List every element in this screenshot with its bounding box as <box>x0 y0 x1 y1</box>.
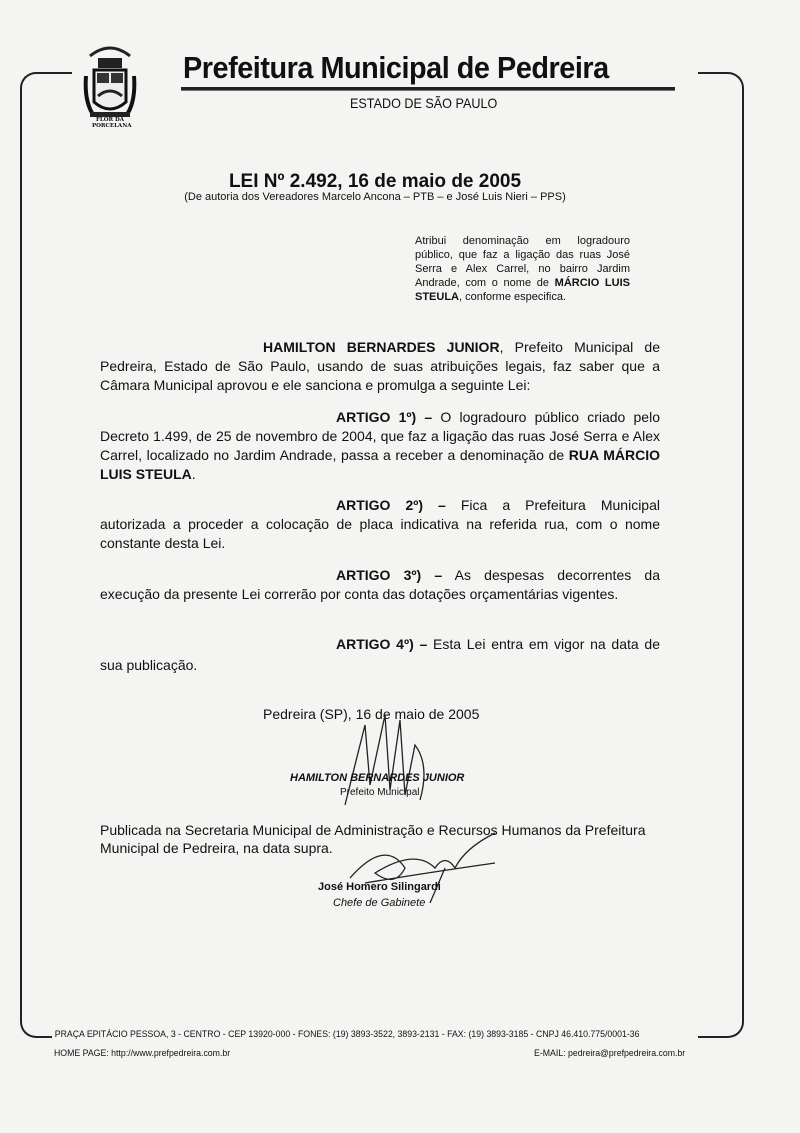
article-end: . <box>191 466 196 482</box>
article-label: ARTIGO 1º) – <box>336 409 433 425</box>
footer-email[interactable]: E-MAIL: pedreira@prefpedreira.com.br <box>534 1048 686 1059</box>
publication-note: Publicada na Secretaria Municipal de Administração e Recursos Humanos da Prefeitura Municipal de Pedreira, na data supra. <box>100 822 646 856</box>
article-3 <box>100 566 660 604</box>
article-label: ARTIGO 3º) – <box>336 567 443 583</box>
article-4 <box>100 634 660 676</box>
crest-motto: FLOR DA PORCELANA <box>92 117 132 129</box>
chief-signature <box>345 828 505 908</box>
summary-name: MÁRCIO LUIS STEULA <box>415 277 630 303</box>
article-2 <box>100 496 660 553</box>
article-text: As despesas decorrentes da execução da presente Lei correrão por conta das dotações orçamentárias vigentes. <box>100 567 661 602</box>
article-label: ARTIGO 2º) – <box>336 497 446 513</box>
intro-text: , Prefeito Municipal de Pedreira, Estado de São Paulo, usando de suas atribuições legais, faz saber que a Câmara Municipal aprovou e ele sanciona e promulga a seguinte Lei: <box>100 339 660 393</box>
summary-text: Atribui denominação em logradouro público, que faz a ligação das ruas José Serra e Alex Carrel, no bairro Jardim Andrade, com o nome de <box>415 235 630 289</box>
page-frame-left <box>20 72 72 1038</box>
mayor-signature <box>335 705 445 815</box>
place-date: Pedreira (SP), 16 de maio de 2005 <box>263 706 480 722</box>
footer-address: PRAÇA EPITÁCIO PESSOA, 3 - CENTRO - CEP 13920-000 - FONES: (19) 3893-3522, 3893-2131 - FAX: (19) 3893-3185 - CNPJ 46.410.775/0001-36 <box>52 1029 642 1040</box>
header-title: Prefeitura Municipal de Pedreira <box>183 50 609 85</box>
summary-end: , conforme especifica. <box>459 291 566 303</box>
law-title: LEI Nº 2.492, 16 de maio de 2005 <box>228 171 522 192</box>
intro-paragraph <box>100 338 660 395</box>
mayor-role: Prefeito Municipal <box>340 787 420 798</box>
title-underline <box>181 87 675 91</box>
article-text: Fica a Prefeitura Municipal autorizada a proceder a colocação de placa indicativa na referida rua, com o nome constante desta Lei. <box>100 497 660 551</box>
law-summary <box>415 234 630 304</box>
mayor-signature-name: HAMILTON BERNARDES JUNIOR <box>290 772 465 784</box>
mayor-name-bold: HAMILTON BERNARDES JUNIOR <box>263 339 500 355</box>
article-label: ARTIGO 4º) – <box>336 636 428 652</box>
article-text: Esta Lei entra em vigor na data de sua publicação. <box>100 636 660 673</box>
header-state: ESTADO DE SÃO PAULO <box>350 95 498 111</box>
footer-homepage[interactable]: HOME PAGE: http://www.prefpedreira.com.br <box>54 1048 231 1059</box>
article-text: O logradouro público criado pelo Decreto 1.499, de 25 de novembro de 2004, que faz a ligação das ruas José Serra e Alex Carrel, localizado no Jardim Andrade, passa a receber a denominação de <box>100 409 660 463</box>
chief-name: José Homero Silingardi <box>318 881 441 893</box>
law-authors: (De autoria dos Vereadores Marcelo Ancona – PTB – e José Luis Nieri – PPS) <box>184 191 566 203</box>
article-1 <box>100 408 660 484</box>
chief-role: Chefe de Gabinete <box>333 897 426 909</box>
street-name: RUA MÁRCIO LUIS STEULA <box>100 447 660 482</box>
page-frame-right <box>698 72 744 1038</box>
